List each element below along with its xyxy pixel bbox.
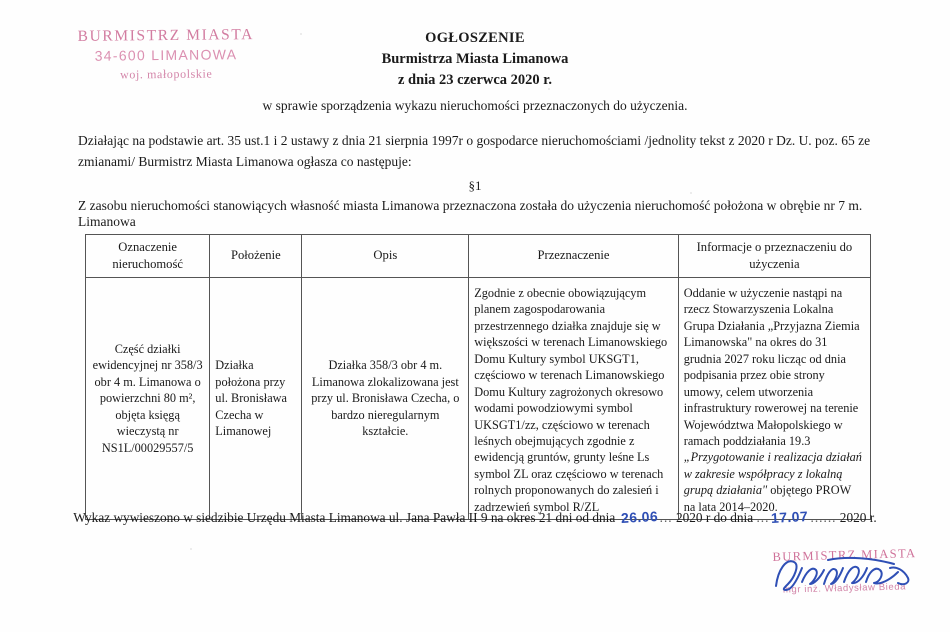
notice-text-after: 2020 r.: [839, 510, 877, 525]
table-header-row: [86, 235, 871, 278]
handwritten-date-to: 17.07: [771, 508, 809, 526]
cell-opis: Działka 358/3 obr 4 m. Limanowa zlokalizowana jest przy ul. Bronisława Czecha, o bardzo nieregularnym kształcie.: [302, 277, 469, 520]
informacje-text-italic: „Przygotowanie i realizacja działań w zakresie współpracy z lokalną grupą działania": [683, 450, 862, 498]
title-heading: OGŁOSZENIE: [425, 30, 525, 46]
section-lead-paragraph: Z zasobu nieruchomości stanowiących własność miasta Limanowa przeznaczona została do użyczenia nieruchomość położona w obrębie nr 7 m. Limanowa: [78, 198, 863, 229]
informacje-text-part1: Oddanie w użyczenie nastąpi na rzecz Stowarzyszenia Lokalna Grupa Działania „Przyjazna Ziemia Limanowska" na okres do 31 grudnia 2027 roku licząc od dnia podpisania przez obie strony umowy, celem utworzenia infrastruktury rowerowej na terenie Województwa Małopolskiego w ramach poddziałania 19.3: [683, 285, 860, 448]
section-mark: §1: [468, 178, 482, 193]
cell-oznaczenie: Część działki ewidencyjnej nr 358/3 obr 4 m. Limanowa o powierzchni 80 m², objęta księgą wieczystą nr NS1L/00029557/5: [86, 277, 210, 520]
property-table-wrapper: [85, 234, 871, 520]
column-header-informacje: Informacje o przeznaczeniu do użyczenia: [678, 235, 870, 278]
stamp-line-voivodeship: woj. małopolskie: [119, 66, 213, 82]
informacje-text-part2: objętego PROW na lata 2014–2020.: [683, 483, 851, 514]
notice-dots-pre-2: ...: [756, 510, 770, 525]
table-row: [86, 277, 871, 520]
column-header-opis: Opis: [302, 235, 469, 278]
column-header-polozenie: Położenie: [210, 235, 302, 278]
cell-polozenie: Działka położona przy ul. Bronisława Czecha w Limanowej: [210, 277, 302, 520]
cell-przeznaczenie: Zgodnie z obecnie obowiązującym planem zagospodarowania przestrzennego działka znajduje się w większości w terenach Limanowskiego Domu Kultury symbol UKSGT1, częściowo w terenach Limanowskiego Domu Kultury zagrożonych okresowo wodami powodziowymi symbol UKSGT1/zz, częściowo w terenach leśnych obejmujących zgodnie z ewidencją gruntów, grunty leśne Ls symbol ZL oraz częściowo w terenach rolnych proponowanych do zalesień i zadrzewień symbol R/ZL: [469, 277, 678, 520]
stamp-line-authority: BURMISTRZ MIASTA: [77, 26, 255, 45]
notice-dots-2: ......: [810, 510, 837, 525]
title-date: z dnia 23 czerwca 2020 r.: [397, 72, 553, 89]
handwritten-date-from: 26.06: [620, 508, 659, 526]
page-title: [0, 28, 950, 91]
notice-dots-1: ...: [659, 510, 673, 525]
scan-speck: [190, 548, 192, 550]
signature-stamp-name: mgr inż. Władysław Bieda: [782, 581, 907, 596]
column-header-przeznaczenie: Przeznaczenie: [469, 235, 678, 278]
property-table: [85, 234, 871, 520]
legal-basis-paragraph: Działając na podstawie art. 35 ust.1 i 2 ustawy z dnia 21 sierpnia 1997r o gospodarce nieruchomościami /jednolity tekst z 2020 r Dz. U. poz. 65 ze zmianami/ Burmistrz Miasta Limanowa ogłasza co następuje:: [78, 133, 871, 169]
posting-notice: [0, 509, 950, 526]
signature-stamp-authority: BURMISTRZ MIASTA: [772, 546, 917, 564]
handwritten-signature: [768, 552, 918, 598]
notice-text-before: Wykaz wywieszono w siedzibie Urzędu Miasta Limanowa ul. Jana Pawła II 9 na okres 21 dni od dnia: [73, 510, 616, 525]
column-header-oznaczenie: Oznaczenie nieruchomość: [86, 235, 210, 278]
stamp-line-city: 34-600 LIMANOWA: [94, 46, 238, 64]
subject-line: w sprawie sporządzenia wykazu nieruchomości przeznaczonych do użyczenia.: [262, 98, 688, 113]
cell-informacje: [678, 277, 870, 520]
title-authority: Burmistrza Miasta Limanowa: [381, 51, 569, 68]
notice-text-mid: 2020 r do dnia: [675, 510, 754, 525]
